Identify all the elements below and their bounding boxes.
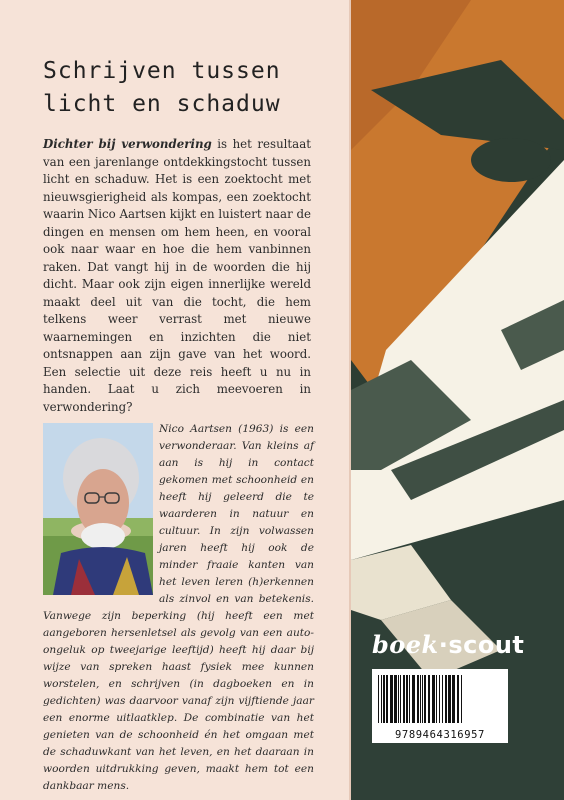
title-line-2: licht en schaduw: [43, 91, 281, 117]
barcode-bar: [457, 675, 459, 723]
logo-dot: ·: [438, 631, 449, 659]
barcode-bar: [409, 675, 410, 723]
barcode-bar: [400, 675, 401, 723]
barcode-bar: [428, 675, 430, 723]
barcode-bar: [442, 675, 443, 723]
cover-title: [43, 55, 333, 121]
barcode-bar: [390, 675, 393, 723]
barcode-bar: [436, 675, 437, 723]
barcode-bar: [424, 675, 426, 723]
barcode-bar: [394, 675, 397, 723]
title-line-1: Schrijven tussen: [43, 58, 281, 84]
barcode-bar: [381, 675, 382, 723]
isbn-barcode: [372, 669, 508, 743]
intro-paragraph: [43, 136, 311, 416]
barcode-bar: [439, 675, 440, 723]
isbn-number: 9789464316957: [395, 729, 485, 741]
photo-spacer: [43, 421, 159, 599]
barcode-bar: [461, 675, 462, 723]
logo-part-boek: boek: [372, 630, 439, 659]
barcode-bar: [417, 675, 419, 723]
intro-text: is het resultaat van een jarenlange ontdekkingstocht tussen licht en schaduw. Het is een zoektocht met nieuwsgierigheid als kompas, een zoektocht waarin Nico Aartsen kijkt en luistert naar de dingen en mensen om hem heen, en vooral ook naar waar en hoe die hem vanbinnen raken. Dat vangt hij in de woorden die hij dicht. Maar ook zijn eigen innerlijke wereld maakt deel uit van die tocht, die hem telkens weer verrast met nieuwe waarnemingen en inzichten die niet ontsnappen aan zijn gave van het woord. Een selectie uit deze reis heeft u nu in handen. Laat u zich meevoeren in verwondering?: [43, 137, 311, 414]
logo-part-scout: scout: [448, 631, 525, 659]
barcode-bar: [378, 675, 379, 723]
barcode-bar: [412, 675, 415, 723]
barcode-bar: [422, 675, 423, 723]
barcode-bars: [372, 669, 508, 727]
author-bio: [43, 421, 314, 795]
bio-text: Nico Aartsen (1963) is een verwonderaar. Van kleins af aan is hij in contact gekomen met schoonheid en heeft hij geleerd die te waarderen in natuur en cultuur. In zijn volwassen jaren heeft hij ook de minder fraaie kanten van het leven leren (h)erkennen als zinvol en van betekenis. Vanwege zijn beperking (hij heeft een met aangeboren hersenletsel als gevolg van een auto-ongeluk op tweejarige leeftijd) heeft hij daar bij wijze van spreken haast fysiek mee kunnen worstelen, en schrijven (in dagboeken en in gedichten) was daarvoor vanaf zijn vijftiende jaar een enorme uitlaatklep. De combinatie van het genieten van de schoonheid én het omgaan met de schaduwkant van het leven, en het daaraan in woorden uitdrukking geven, maakt hem tot een dankbaar mens.: [43, 423, 314, 792]
barcode-bar: [432, 675, 435, 723]
barcode-bar: [386, 675, 388, 723]
barcode-bar: [383, 675, 385, 723]
barcode-bar: [398, 675, 399, 723]
barcode-bar: [406, 675, 408, 723]
publisher-logo: [372, 630, 524, 659]
barcode-bar: [445, 675, 447, 723]
intro-book-title: Dichter bij verwondering: [43, 137, 212, 151]
barcode-bar: [452, 675, 455, 723]
barcode-bar: [403, 675, 405, 723]
barcode-bar: [420, 675, 421, 723]
barcode-bar: [448, 675, 451, 723]
